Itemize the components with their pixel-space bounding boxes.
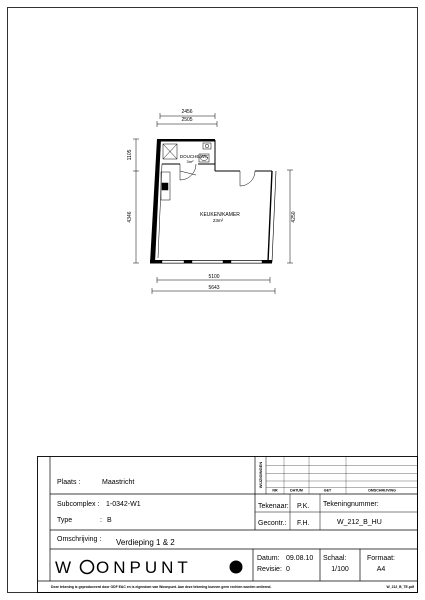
room-douche-wc-area: 3m² [186, 159, 194, 164]
formaat-value: A4 [376, 566, 386, 573]
plaats-value: Maastricht [102, 479, 135, 486]
gecontr-value: F.H. [297, 520, 310, 527]
revisie-label: Revisie: [257, 566, 282, 573]
dim-bottom-outer: 5643 [208, 285, 220, 291]
logo-circle [81, 561, 94, 574]
dimension-left [133, 139, 139, 263]
rev-header-omschrijving: OMSCHRIJVING [368, 488, 396, 493]
formaat-label: Formaat: [367, 555, 396, 562]
dim-left-small: 1105 [127, 149, 133, 161]
footer-file-name: W_212_B_TE.pdf [386, 585, 414, 589]
omschrijving-value: Verdieping 1 & 2 [116, 538, 175, 547]
type-label: Type [57, 517, 73, 524]
dim-bottom-inner: 5100 [208, 274, 220, 280]
woonpunt-logo [55, 558, 243, 577]
tekeningnummer-label: Tekeningnummer: [323, 501, 379, 508]
footer-disclaimer: Deze tekening is geproduceerd door ODF E&C en is eigendom van Woonpunt. Aan deze tekening kunnen geen rechten worden ontleend. [51, 585, 272, 589]
datum-label: Datum: [257, 555, 280, 562]
windows [162, 261, 262, 264]
type-colon: : [100, 517, 102, 524]
dim-right-main: 4250 [291, 211, 297, 223]
logo-w: W [55, 558, 76, 577]
room-keuken-kamer-label: KEUKEN/KAMER [200, 212, 240, 218]
dim-left-main: 4346 [127, 211, 133, 223]
omschrijving-label: Omschrijving : [57, 536, 102, 543]
kitchen-counter [161, 172, 170, 200]
room-douche-wc-label: DOUCHE/WC [179, 154, 209, 159]
tekenaar-label: Tekenaar: [258, 503, 289, 510]
dim-top-outer: 2505 [181, 117, 193, 123]
walls [150, 139, 272, 264]
tekenaar-value: P.K. [297, 503, 310, 510]
tekeningnummer-value: W_212_B_HU [337, 519, 382, 526]
room-keuken-kamer-area: 23m² [212, 218, 224, 223]
floor-plan [127, 109, 297, 294]
rev-header-datum: DATUM [290, 488, 303, 493]
logo-dot [230, 561, 243, 574]
rev-header-get: GET [323, 488, 332, 493]
dim-top-inner: 2456 [181, 109, 193, 115]
schaal-value: 1/100 [331, 566, 349, 573]
doors [180, 164, 255, 186]
gecontr-label: Gecontr.: [258, 520, 287, 527]
logo-rest: ONPUNT [96, 558, 192, 577]
schaal-label: Schaal: [323, 555, 347, 562]
subcomplex-value: 1-0342-W1 [106, 501, 141, 508]
wijzigingen-label: WIJZIGINGEN [258, 461, 263, 489]
plaats-label: Plaats : [57, 479, 81, 486]
revisie-value: 0 [286, 566, 290, 573]
subcomplex-label: Subcomplex : [57, 501, 100, 508]
datum-value: 09.08.10 [286, 555, 314, 562]
thin-walls [158, 140, 276, 262]
type-value: B [107, 517, 112, 524]
rev-header-nr: NR [272, 488, 278, 493]
